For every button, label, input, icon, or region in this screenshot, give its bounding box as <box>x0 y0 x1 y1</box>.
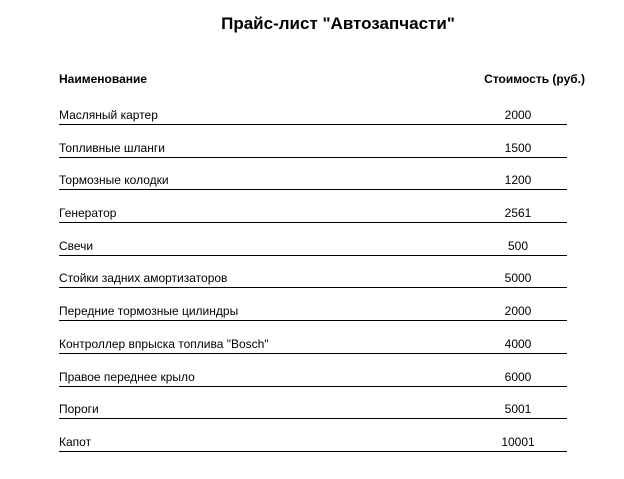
table-row <box>59 100 567 125</box>
item-name: Капот <box>59 434 92 449</box>
item-price: 4000 <box>504 336 532 351</box>
item-price: 2000 <box>504 108 532 122</box>
item-name: Генератор <box>59 206 117 221</box>
item-price: 5001 <box>504 402 532 417</box>
item-price: 2000 <box>504 304 532 319</box>
table-header <box>59 72 585 88</box>
table-row <box>59 362 567 387</box>
item-name: Передние тормозные цилиндры <box>59 304 239 319</box>
table-row <box>59 165 567 190</box>
item-price: 500 <box>507 238 529 253</box>
item-price: 10001 <box>501 434 535 449</box>
item-name: Масляный картер <box>59 108 158 122</box>
item-price: 6000 <box>504 369 532 384</box>
table-row <box>59 329 567 354</box>
item-name: Контроллер впрыска топлива "Bosch" <box>59 336 269 351</box>
item-name: Тормозные колодки <box>59 173 169 188</box>
price-table <box>59 100 567 460</box>
column-header-price: Стоимость (руб.) <box>484 72 585 86</box>
item-price: 1200 <box>504 173 532 188</box>
item-price: 1500 <box>504 140 532 155</box>
column-header-name: Наименование <box>59 72 148 86</box>
item-name: Стойки задних амортизаторов <box>59 271 228 286</box>
item-name: Пороги <box>59 402 99 417</box>
table-row <box>59 231 567 256</box>
table-row <box>59 394 567 419</box>
item-price: 2561 <box>504 206 532 221</box>
table-row <box>59 427 567 452</box>
table-row <box>59 296 567 321</box>
table-row <box>59 263 567 288</box>
item-price: 5000 <box>504 271 532 286</box>
item-name: Свечи <box>59 238 94 253</box>
page-title: Прайс-лист "Автозапчасти" <box>221 14 455 33</box>
item-name: Топливные шланги <box>59 140 165 155</box>
table-row <box>59 133 567 158</box>
table-row <box>59 198 567 223</box>
item-name: Правое переднее крыло <box>59 369 195 384</box>
